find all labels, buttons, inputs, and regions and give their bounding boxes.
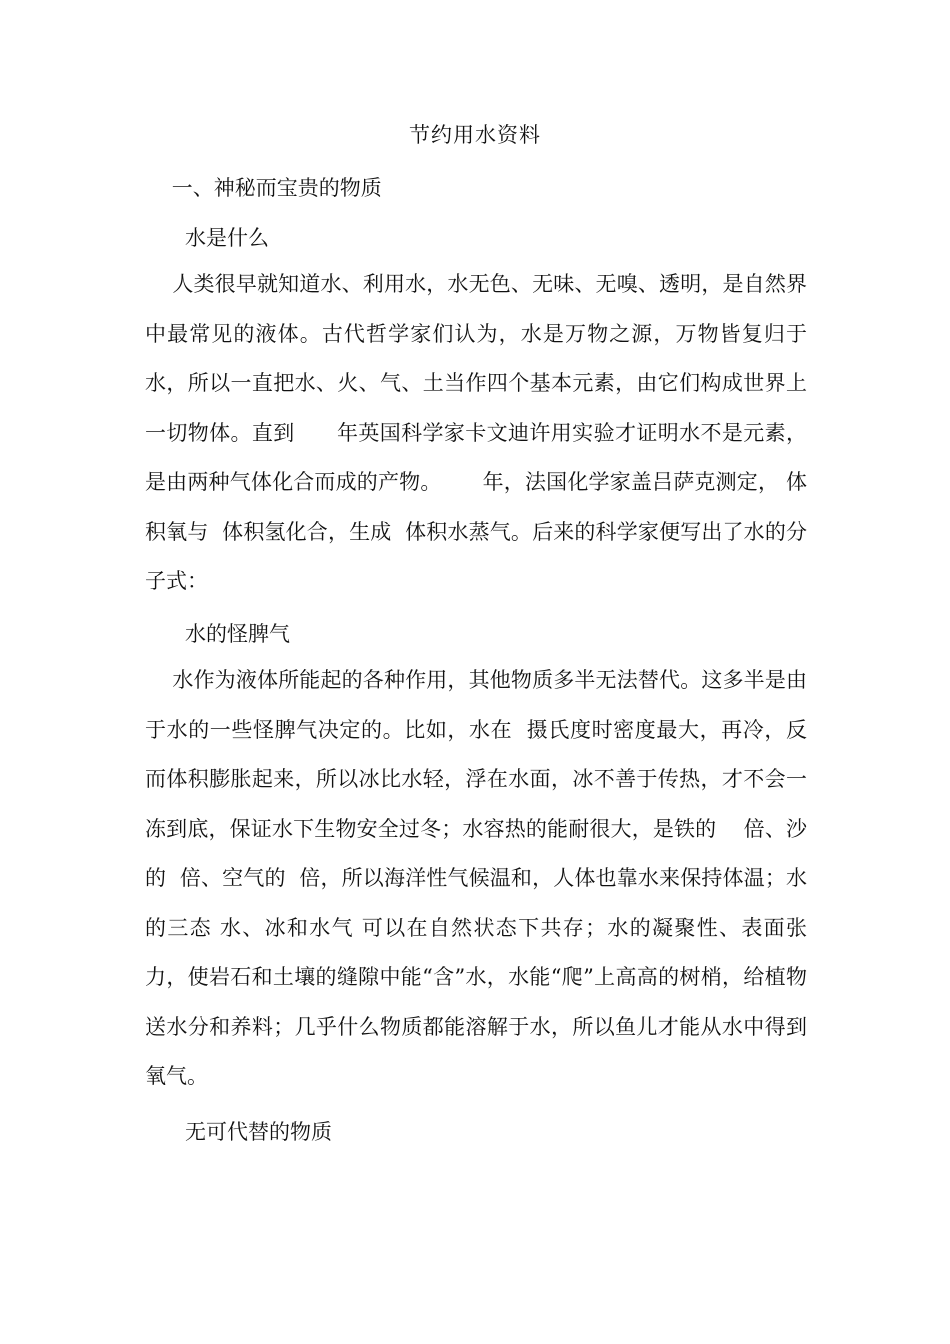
subheading-water-temper: 水的怪脾气 [145, 622, 291, 646]
document-title: 节约用水资料 [409, 123, 541, 147]
subheading-irreplaceable-substance: 无可代替的物质 [145, 1120, 333, 1144]
paragraph-water-temper: 水作为液体所能起的各种作用，其他物质多半无法替代。这多半是由于水的一些怪脾气决定的。比如，水在 摄氏度时密度最大，再冷，反而体积膨胀起来，所以冰比水轻，浮在水面，冰不善于传热，才不会一冻到底，保证水下生物安全过冬；水容热的能耐很大，是铁的 倍、沙的 倍、空气的 倍，所以海洋性气候温和，人体也靠水来保持体温；水的三态 水、冰和水气 可以在自然状态下共存；水的凝聚性、表面张力，使岩石和土壤的缝隙中能“含”水，水能“爬”上高高的树梢，给植物送水分和养料；几乎什么物质都能溶解于水，所以鱼儿才能从水中得到氧气。 [145, 668, 807, 1088]
subheading-what-is-water: 水是什么 [145, 226, 270, 250]
section-heading-1: 一、神秘而宝贵的物质 [145, 176, 396, 200]
paragraph-what-is-water: 人类很早就知道水、利用水，水无色、无味、无嗅、透明，是自然界中最常见的液体。古代哲学家们认为，水是万物之源，万物皆复归于水，所以一直把水、火、气、土当作四个基本元素，由它们构成世界上一切物体。直到 年英国科学家卡文迪许用实验才证明水不是元素，是由两种气体化合而成的产物。 年，法国化学家盖吕萨克测定， 体积氧与 体积氢化合，生成 体积水蒸气。后来的科学家便写出了水的分子式： [145, 272, 807, 593]
